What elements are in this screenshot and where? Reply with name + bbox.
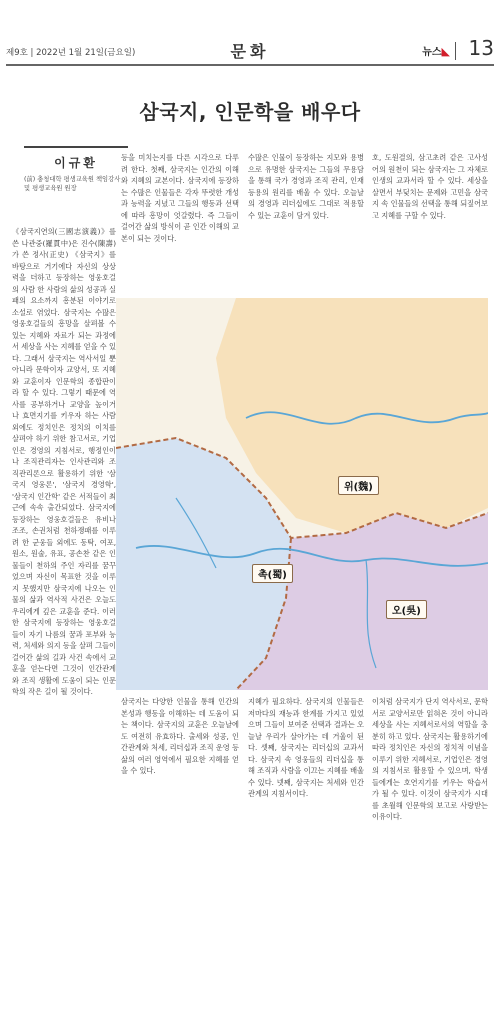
article-column-4-top: 호, 도원결의, 삼고초려 같은 고사성어의 원천이 되는 삼국지는 그 자체로 인생의 교과서라 할 수 있다. 세상을 살면서 부딪치는 문제와 고민을 삼국지 속 인물들의 선택을 통해 되짚어보고 지혜를 구할 수 있다. <box>372 153 488 220</box>
brand-name: 뉴스 <box>422 47 442 58</box>
header-rule <box>6 64 494 66</box>
article-title: 삼국지, 인문학을 배우다 <box>139 100 361 124</box>
three-kingdoms-map <box>116 298 488 690</box>
author-byline <box>24 146 128 193</box>
author-name: 이규환 <box>54 156 98 170</box>
article-column-3-top: 수많은 인물이 등장하는 지모와 용병으로 유명한 삼국지는 그들의 무용담을 통해 국가 경영과 조직 관리, 인재 등용의 원리를 배울 수 있다. 오늘날의 경영과 리더십에도 그대로 적용할 수 있는 교훈이 담겨 있다. <box>248 153 364 220</box>
map-label-wu: 오(吳) <box>386 600 427 619</box>
map-label-wei: 위(魏) <box>338 476 379 495</box>
author-affiliation: (前) 충청대학 평생교육원 책임강사 및 평생교육원 원장 <box>24 176 121 192</box>
article-column-2-top: 등을 미치는지를 다른 시각으로 다루려 한다. 첫째, 삼국지는 인간의 이해와 지혜의 교본이다. 삼국지에 등장하는 수많은 인물들은 각자 뚜렷한 개성과 능력을 지녔고 그들의 행동과 선택에 따라 흥망이 엇갈렸다. 즉 그들이 걸어간 삶의 방식이 곧 인간 이해의 교본이 되는 것이다. <box>121 153 239 243</box>
article-column-3-bottom: 지혜가 필요하다. 삼국지의 인물들은 저마다의 재능과 한계를 가지고 있었으며 그들이 보여준 선택과 결과는 오늘날 우리가 살아가는 데 거울이 된다. 셋째, 삼국지는 리더십의 교과서다. 삼국지 속 영웅들의 리더십을 통해 조직과 사람을 이끄는 지혜를 배울 수 있다. 넷째, 삼국지는 처세와 인간관계의 지침서이다. <box>248 697 364 798</box>
page-number: 13 <box>468 36 494 60</box>
brand-logo <box>422 43 450 58</box>
article-column-1: 《삼국지연의(三國志演義)》를 쓴 나관중(羅貫中)은 진수(陳壽)가 쓴 정사(正史) 《삼국지》를 바탕으로 거기에다 자신의 상상력을 더하고 등장하는 영웅호걸의 사람 한 사람의 삶의 성공과 실패의 요소까지 흥분된 이야기로 소설로 엮었다. 삼국지는 수많은 영웅호걸들의 흥망을 살펴볼 수 있는 지혜와 자료가 되는 과정에서 세상을 사는 지혜를 얻을 수 있다. 그래서 삼국지는 역사서일 뿐 아니라 문학이자 교양서, 또 지혜와 교훈이자 인문학의 종합판이라 할 수 있다. 그렇기 때문에 역사를 공부하거나 교양을 높이거나 효면지기를 키우자 하는 사람 외에도 정치인은 정치의 이치를 살펴야 하기 위한 참고서로, 기업인은 경영의 지침서로, 행정인이나 조직관리자는 인사관리와 조직관리론으로 활용하기 위한 '삼국지 영웅론', '삼국지 경영학', '삼국지 인간학' 같은 서적들이 최근에 속속 출간되었다. 삼국지에 등장하는 영웅호걸들은 유비나 조조, 손권처럼 천하쟁패를 이루려 한 군웅들 외에도 동탁, 여포, 원소, 원술, 유표, 공손찬 같은 인물들이 천하의 주인 자리를 꿈꾸었으며 자신이 목표한 것을 이루지 못했지만 삼국지에 나오는 인물의 삶과 역사적 사건은 오늘도 우리에게 깊은 교훈을 준다. 이러한 삼국지에 등장하는 영웅호걸들이 자기 나름의 꿈과 포부와 능력, 처세와 의지 등을 살펴 그들이 걸어간 삶의 길과 사건 속에서 교훈을 얻는다면 그것이 인간관계와 조직 생활에 도움이 되는 인문학의 작은 길이 될 것이다. <box>12 227 116 696</box>
article-column-2-bottom: 삼국지는 다양한 인물을 통해 인간의 본성과 행동을 이해하는 데 도움이 되는 책이다. 삼국지의 교훈은 오늘날에도 여전히 유효하다. 출세와 성공, 인간관계와 처세, 리더십과 조직 운영 등 삶의 여러 영역에서 필요한 지혜를 얻을 수 있다. <box>121 697 239 775</box>
map-label-shu: 촉(蜀) <box>252 564 293 583</box>
page-header <box>6 36 494 62</box>
issue-date: 제9호 | 2022년 1월 21일(금요일) <box>6 48 136 58</box>
article-column-4-bottom: 이처럼 삼국지가 단지 역사서로, 문학서로 교양서로만 읽혀온 것이 아니라 세상을 사는 지혜서로서의 역할을 충분히 하고 있다. 삼국지는 활용하기에 따라 정치인은 자신의 정치적 이념을 이루기 위한 지혜서로, 기업인은 경영의 지침서로 활용할 수 있으며, 학생들에게는 호연지기를 키우는 학습서가 될 수 있다. 이것이 삼국지가 시대를 초월해 인문학의 보고로 사랑받는 이유이다. <box>372 697 488 821</box>
header-divider <box>455 42 456 60</box>
section-title: 문화 <box>230 42 270 61</box>
brand-mark-icon: ◣ <box>441 45 450 58</box>
map-graphic <box>116 298 488 690</box>
